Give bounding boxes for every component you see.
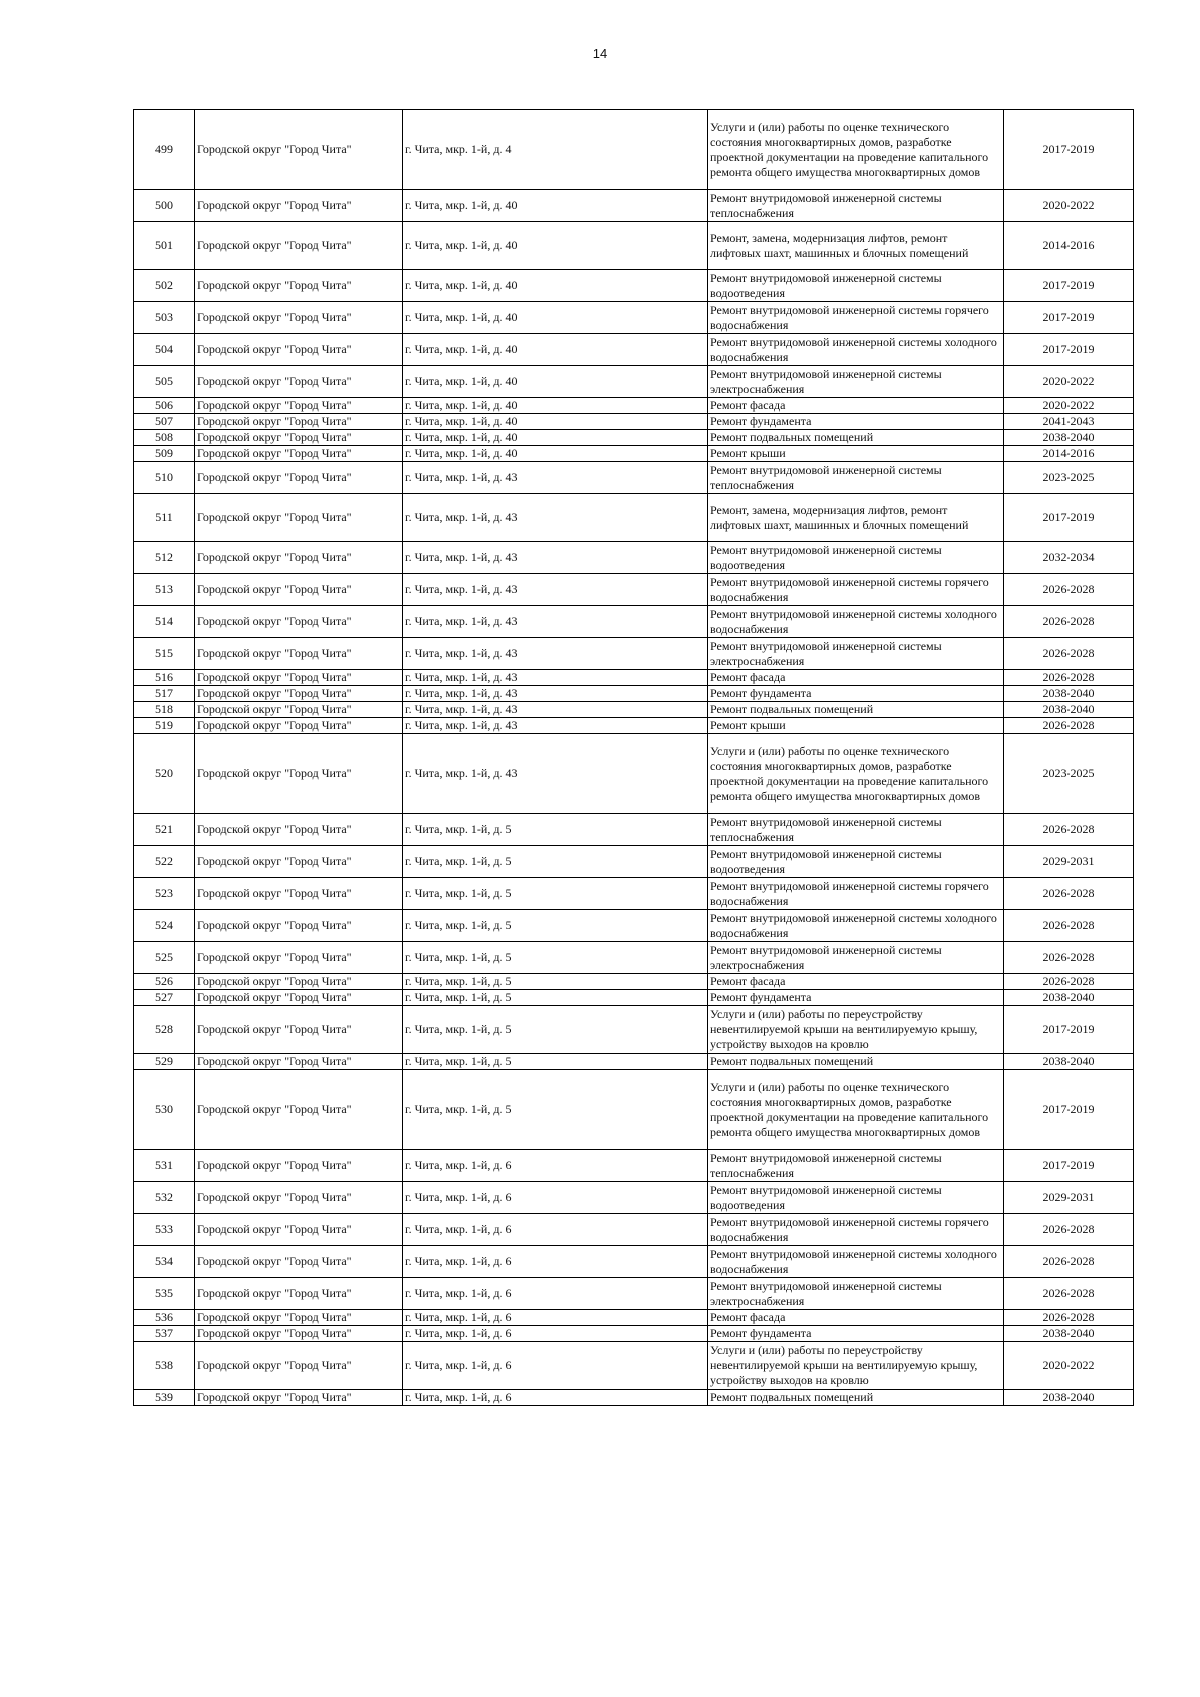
period-cell: 2026-2028 (1004, 942, 1134, 974)
row-number-cell: 503 (134, 302, 195, 334)
municipality-cell: Городской округ "Город Чита" (195, 1150, 403, 1182)
work-type-cell: Ремонт, замена, модернизация лифтов, ремонт лифтовых шахт, машинных и блочных помещений (708, 494, 1004, 542)
period-cell: 2023-2025 (1004, 734, 1134, 814)
table-row (134, 702, 1134, 718)
municipality-cell: Городской округ "Город Чита" (195, 638, 403, 670)
period-cell: 2032-2034 (1004, 542, 1134, 574)
municipality-cell: Городской округ "Город Чита" (195, 1342, 403, 1390)
address-cell: г. Чита, мкр. 1-й, д. 5 (403, 878, 708, 910)
period-cell: 2026-2028 (1004, 670, 1134, 686)
row-number-cell: 522 (134, 846, 195, 878)
table-row (134, 1326, 1134, 1342)
period-cell: 2029-2031 (1004, 1182, 1134, 1214)
row-number-cell: 515 (134, 638, 195, 670)
row-number-cell: 535 (134, 1278, 195, 1310)
municipality-cell: Городской округ "Город Чита" (195, 430, 403, 446)
address-cell: г. Чита, мкр. 1-й, д. 40 (403, 414, 708, 430)
municipality-cell: Городской округ "Город Чита" (195, 494, 403, 542)
row-number-cell: 517 (134, 686, 195, 702)
municipality-cell: Городской округ "Город Чита" (195, 846, 403, 878)
municipality-cell: Городской округ "Город Чита" (195, 334, 403, 366)
row-number-cell: 519 (134, 718, 195, 734)
address-cell: г. Чита, мкр. 1-й, д. 5 (403, 1006, 708, 1054)
address-cell: г. Чита, мкр. 1-й, д. 6 (403, 1182, 708, 1214)
work-type-cell: Ремонт крыши (708, 718, 1004, 734)
municipality-cell: Городской округ "Город Чита" (195, 1070, 403, 1150)
address-cell: г. Чита, мкр. 1-й, д. 5 (403, 974, 708, 990)
municipality-cell: Городской округ "Город Чита" (195, 1246, 403, 1278)
table-body (134, 110, 1134, 1406)
table-row (134, 686, 1134, 702)
municipality-cell: Городской округ "Город Чита" (195, 990, 403, 1006)
work-type-cell: Ремонт внутридомовой инженерной системы теплоснабжения (708, 462, 1004, 494)
address-cell: г. Чита, мкр. 1-й, д. 43 (403, 702, 708, 718)
row-number-cell: 529 (134, 1054, 195, 1070)
period-cell: 2017-2019 (1004, 110, 1134, 190)
table-row (134, 334, 1134, 366)
period-cell: 2026-2028 (1004, 814, 1134, 846)
row-number-cell: 526 (134, 974, 195, 990)
table-row (134, 718, 1134, 734)
address-cell: г. Чита, мкр. 1-й, д. 5 (403, 1054, 708, 1070)
table-row (134, 446, 1134, 462)
work-type-cell: Ремонт внутридомовой инженерной системы горячего водоснабжения (708, 878, 1004, 910)
work-type-cell: Ремонт подвальных помещений (708, 430, 1004, 446)
period-cell: 2029-2031 (1004, 846, 1134, 878)
table-row (134, 734, 1134, 814)
work-type-cell: Ремонт фасада (708, 974, 1004, 990)
work-type-cell: Услуги и (или) работы по переустройству невентилируемой крыши на вентилируемую крышу, устройству выходов на кровлю (708, 1342, 1004, 1390)
table-row (134, 1182, 1134, 1214)
work-type-cell: Ремонт внутридомовой инженерной системы электроснабжения (708, 942, 1004, 974)
table-row (134, 974, 1134, 990)
address-cell: г. Чита, мкр. 1-й, д. 6 (403, 1150, 708, 1182)
municipality-cell: Городской округ "Город Чита" (195, 670, 403, 686)
row-number-cell: 499 (134, 110, 195, 190)
municipality-cell: Городской округ "Город Чита" (195, 462, 403, 494)
table-row (134, 302, 1134, 334)
address-cell: г. Чита, мкр. 1-й, д. 6 (403, 1310, 708, 1326)
work-type-cell: Ремонт внутридомовой инженерной системы теплоснабжения (708, 1150, 1004, 1182)
address-cell: г. Чита, мкр. 1-й, д. 5 (403, 910, 708, 942)
work-type-cell: Ремонт внутридомовой инженерной системы водоотведения (708, 1182, 1004, 1214)
table-row (134, 462, 1134, 494)
period-cell: 2017-2019 (1004, 302, 1134, 334)
address-cell: г. Чита, мкр. 1-й, д. 40 (403, 270, 708, 302)
work-type-cell: Ремонт подвальных помещений (708, 1390, 1004, 1406)
period-cell: 2014-2016 (1004, 222, 1134, 270)
address-cell: г. Чита, мкр. 1-й, д. 5 (403, 846, 708, 878)
address-cell: г. Чита, мкр. 1-й, д. 43 (403, 734, 708, 814)
period-cell: 2038-2040 (1004, 430, 1134, 446)
address-cell: г. Чита, мкр. 1-й, д. 43 (403, 718, 708, 734)
period-cell: 2017-2019 (1004, 1070, 1134, 1150)
row-number-cell: 505 (134, 366, 195, 398)
work-type-cell: Ремонт внутридомовой инженерной системы горячего водоснабжения (708, 1214, 1004, 1246)
period-cell: 2017-2019 (1004, 334, 1134, 366)
row-number-cell: 510 (134, 462, 195, 494)
row-number-cell: 537 (134, 1326, 195, 1342)
municipality-cell: Городской округ "Город Чита" (195, 878, 403, 910)
address-cell: г. Чита, мкр. 1-й, д. 40 (403, 222, 708, 270)
page-number: 14 (592, 46, 608, 61)
municipality-cell: Городской округ "Город Чита" (195, 398, 403, 414)
row-number-cell: 513 (134, 574, 195, 606)
table-row (134, 638, 1134, 670)
address-cell: г. Чита, мкр. 1-й, д. 40 (403, 190, 708, 222)
work-type-cell: Ремонт, замена, модернизация лифтов, ремонт лифтовых шахт, машинных и блочных помещений (708, 222, 1004, 270)
municipality-cell: Городской округ "Город Чита" (195, 1326, 403, 1342)
table-row (134, 878, 1134, 910)
row-number-cell: 512 (134, 542, 195, 574)
period-cell: 2026-2028 (1004, 606, 1134, 638)
row-number-cell: 500 (134, 190, 195, 222)
address-cell: г. Чита, мкр. 1-й, д. 43 (403, 574, 708, 606)
table-row (134, 1342, 1134, 1390)
row-number-cell: 507 (134, 414, 195, 430)
municipality-cell: Городской округ "Город Чита" (195, 910, 403, 942)
address-cell: г. Чита, мкр. 1-й, д. 40 (403, 446, 708, 462)
municipality-cell: Городской округ "Город Чита" (195, 574, 403, 606)
work-type-cell: Ремонт фундамента (708, 414, 1004, 430)
municipality-cell: Городской округ "Город Чита" (195, 446, 403, 462)
municipality-cell: Городской округ "Город Чита" (195, 270, 403, 302)
municipality-cell: Городской округ "Город Чита" (195, 1278, 403, 1310)
period-cell: 2020-2022 (1004, 190, 1134, 222)
work-type-cell: Ремонт фундамента (708, 686, 1004, 702)
table-row (134, 366, 1134, 398)
row-number-cell: 509 (134, 446, 195, 462)
municipality-cell: Городской округ "Город Чита" (195, 190, 403, 222)
address-cell: г. Чита, мкр. 1-й, д. 6 (403, 1390, 708, 1406)
address-cell: г. Чита, мкр. 1-й, д. 5 (403, 942, 708, 974)
municipality-cell: Городской округ "Город Чита" (195, 1054, 403, 1070)
row-number-cell: 514 (134, 606, 195, 638)
table-row (134, 1278, 1134, 1310)
row-number-cell: 534 (134, 1246, 195, 1278)
row-number-cell: 516 (134, 670, 195, 686)
period-cell: 2038-2040 (1004, 702, 1134, 718)
period-cell: 2014-2016 (1004, 446, 1134, 462)
work-type-cell: Ремонт внутридомовой инженерной системы теплоснабжения (708, 190, 1004, 222)
work-type-cell: Ремонт внутридомовой инженерной системы холодного водоснабжения (708, 910, 1004, 942)
municipality-cell: Городской округ "Город Чита" (195, 718, 403, 734)
municipality-cell: Городской округ "Город Чита" (195, 222, 403, 270)
row-number-cell: 532 (134, 1182, 195, 1214)
period-cell: 2026-2028 (1004, 974, 1134, 990)
table-row (134, 542, 1134, 574)
address-cell: г. Чита, мкр. 1-й, д. 6 (403, 1342, 708, 1390)
work-type-cell: Ремонт внутридомовой инженерной системы водоотведения (708, 270, 1004, 302)
table-row (134, 1310, 1134, 1326)
row-number-cell: 530 (134, 1070, 195, 1150)
work-type-cell: Ремонт внутридомовой инженерной системы холодного водоснабжения (708, 334, 1004, 366)
row-number-cell: 536 (134, 1310, 195, 1326)
municipality-cell: Городской округ "Город Чита" (195, 1182, 403, 1214)
row-number-cell: 528 (134, 1006, 195, 1054)
table-row (134, 1214, 1134, 1246)
address-cell: г. Чита, мкр. 1-й, д. 43 (403, 542, 708, 574)
repair-schedule-table (133, 109, 1134, 1406)
period-cell: 2038-2040 (1004, 686, 1134, 702)
table-row (134, 910, 1134, 942)
table-row (134, 814, 1134, 846)
row-number-cell: 506 (134, 398, 195, 414)
work-type-cell: Ремонт внутридомовой инженерной системы водоотведения (708, 542, 1004, 574)
period-cell: 2026-2028 (1004, 638, 1134, 670)
address-cell: г. Чита, мкр. 1-й, д. 43 (403, 494, 708, 542)
period-cell: 2026-2028 (1004, 910, 1134, 942)
work-type-cell: Услуги и (или) работы по оценке технического состояния многоквартирных домов, разработке проектной документации на проведение капитального ремонта общего имущества многоквартирных домов (708, 734, 1004, 814)
period-cell: 2026-2028 (1004, 878, 1134, 910)
municipality-cell: Городской округ "Город Чита" (195, 1310, 403, 1326)
period-cell: 2038-2040 (1004, 1390, 1134, 1406)
work-type-cell: Ремонт крыши (708, 446, 1004, 462)
address-cell: г. Чита, мкр. 1-й, д. 5 (403, 990, 708, 1006)
table-row (134, 222, 1134, 270)
period-cell: 2038-2040 (1004, 1326, 1134, 1342)
period-cell: 2038-2040 (1004, 990, 1134, 1006)
municipality-cell: Городской округ "Город Чита" (195, 414, 403, 430)
row-number-cell: 518 (134, 702, 195, 718)
table-row (134, 942, 1134, 974)
table-row (134, 494, 1134, 542)
address-cell: г. Чита, мкр. 1-й, д. 40 (403, 334, 708, 366)
table-row (134, 1006, 1134, 1054)
address-cell: г. Чита, мкр. 1-й, д. 6 (403, 1326, 708, 1342)
municipality-cell: Городской округ "Город Чита" (195, 734, 403, 814)
table-row (134, 1054, 1134, 1070)
work-type-cell: Ремонт подвальных помещений (708, 1054, 1004, 1070)
address-cell: г. Чита, мкр. 1-й, д. 6 (403, 1246, 708, 1278)
table-row (134, 990, 1134, 1006)
municipality-cell: Городской округ "Город Чита" (195, 1214, 403, 1246)
row-number-cell: 531 (134, 1150, 195, 1182)
municipality-cell: Городской округ "Город Чита" (195, 366, 403, 398)
table-row (134, 398, 1134, 414)
municipality-cell: Городской округ "Город Чита" (195, 1390, 403, 1406)
period-cell: 2026-2028 (1004, 1246, 1134, 1278)
address-cell: г. Чита, мкр. 1-й, д. 43 (403, 638, 708, 670)
work-type-cell: Ремонт внутридомовой инженерной системы электроснабжения (708, 638, 1004, 670)
address-cell: г. Чита, мкр. 1-й, д. 6 (403, 1278, 708, 1310)
period-cell: 2026-2028 (1004, 718, 1134, 734)
work-type-cell: Ремонт внутридомовой инженерной системы холодного водоснабжения (708, 606, 1004, 638)
table-row (134, 1150, 1134, 1182)
row-number-cell: 538 (134, 1342, 195, 1390)
work-type-cell: Ремонт внутридомовой инженерной системы теплоснабжения (708, 814, 1004, 846)
municipality-cell: Городской округ "Город Чита" (195, 542, 403, 574)
address-cell: г. Чита, мкр. 1-й, д. 5 (403, 1070, 708, 1150)
table-row (134, 670, 1134, 686)
period-cell: 2017-2019 (1004, 1150, 1134, 1182)
address-cell: г. Чита, мкр. 1-й, д. 43 (403, 462, 708, 494)
work-type-cell: Ремонт фасада (708, 1310, 1004, 1326)
row-number-cell: 525 (134, 942, 195, 974)
address-cell: г. Чита, мкр. 1-й, д. 5 (403, 814, 708, 846)
period-cell: 2020-2022 (1004, 366, 1134, 398)
work-type-cell: Ремонт внутридомовой инженерной системы горячего водоснабжения (708, 302, 1004, 334)
period-cell: 2023-2025 (1004, 462, 1134, 494)
address-cell: г. Чита, мкр. 1-й, д. 40 (403, 366, 708, 398)
municipality-cell: Городской округ "Город Чита" (195, 686, 403, 702)
period-cell: 2017-2019 (1004, 494, 1134, 542)
work-type-cell: Ремонт фасада (708, 398, 1004, 414)
table-row (134, 606, 1134, 638)
period-cell: 2020-2022 (1004, 1342, 1134, 1390)
row-number-cell: 539 (134, 1390, 195, 1406)
municipality-cell: Городской округ "Город Чита" (195, 942, 403, 974)
municipality-cell: Городской округ "Город Чита" (195, 814, 403, 846)
municipality-cell: Городской округ "Город Чита" (195, 1006, 403, 1054)
period-cell: 2017-2019 (1004, 1006, 1134, 1054)
address-cell: г. Чита, мкр. 1-й, д. 6 (403, 1214, 708, 1246)
table-row (134, 574, 1134, 606)
row-number-cell: 501 (134, 222, 195, 270)
work-type-cell: Ремонт подвальных помещений (708, 702, 1004, 718)
table-row (134, 270, 1134, 302)
work-type-cell: Ремонт внутридомовой инженерной системы электроснабжения (708, 1278, 1004, 1310)
period-cell: 2026-2028 (1004, 1214, 1134, 1246)
municipality-cell: Городской округ "Город Чита" (195, 302, 403, 334)
address-cell: г. Чита, мкр. 1-й, д. 43 (403, 686, 708, 702)
address-cell: г. Чита, мкр. 1-й, д. 43 (403, 606, 708, 638)
work-type-cell: Ремонт внутридомовой инженерной системы холодного водоснабжения (708, 1246, 1004, 1278)
table-row (134, 190, 1134, 222)
work-type-cell: Ремонт фасада (708, 670, 1004, 686)
table-row (134, 1390, 1134, 1406)
period-cell: 2017-2019 (1004, 270, 1134, 302)
table-row (134, 1070, 1134, 1150)
table-row (134, 110, 1134, 190)
row-number-cell: 524 (134, 910, 195, 942)
period-cell: 2026-2028 (1004, 1278, 1134, 1310)
address-cell: г. Чита, мкр. 1-й, д. 40 (403, 430, 708, 446)
address-cell: г. Чита, мкр. 1-й, д. 40 (403, 302, 708, 334)
work-type-cell: Услуги и (или) работы по оценке технического состояния многоквартирных домов, разработке проектной документации на проведение капитального ремонта общего имущества многоквартирных домов (708, 110, 1004, 190)
address-cell: г. Чита, мкр. 1-й, д. 43 (403, 670, 708, 686)
period-cell: 2026-2028 (1004, 574, 1134, 606)
period-cell: 2041-2043 (1004, 414, 1134, 430)
work-type-cell: Услуги и (или) работы по оценке технического состояния многоквартирных домов, разработке проектной документации на проведение капитального ремонта общего имущества многоквартирных домов (708, 1070, 1004, 1150)
municipality-cell: Городской округ "Город Чита" (195, 110, 403, 190)
row-number-cell: 521 (134, 814, 195, 846)
municipality-cell: Городской округ "Город Чита" (195, 702, 403, 718)
row-number-cell: 508 (134, 430, 195, 446)
period-cell: 2026-2028 (1004, 1310, 1134, 1326)
work-type-cell: Ремонт внутридомовой инженерной системы электроснабжения (708, 366, 1004, 398)
row-number-cell: 504 (134, 334, 195, 366)
row-number-cell: 533 (134, 1214, 195, 1246)
municipality-cell: Городской округ "Город Чита" (195, 974, 403, 990)
table-row (134, 414, 1134, 430)
table-row (134, 846, 1134, 878)
period-cell: 2020-2022 (1004, 398, 1134, 414)
row-number-cell: 527 (134, 990, 195, 1006)
municipality-cell: Городской округ "Город Чита" (195, 606, 403, 638)
row-number-cell: 523 (134, 878, 195, 910)
work-type-cell: Ремонт фундамента (708, 990, 1004, 1006)
row-number-cell: 520 (134, 734, 195, 814)
work-type-cell: Ремонт внутридомовой инженерной системы горячего водоснабжения (708, 574, 1004, 606)
row-number-cell: 502 (134, 270, 195, 302)
table-row (134, 1246, 1134, 1278)
work-type-cell: Ремонт внутридомовой инженерной системы водоотведения (708, 846, 1004, 878)
work-type-cell: Ремонт фундамента (708, 1326, 1004, 1342)
work-type-cell: Услуги и (или) работы по переустройству невентилируемой крыши на вентилируемую крышу, устройству выходов на кровлю (708, 1006, 1004, 1054)
address-cell: г. Чита, мкр. 1-й, д. 4 (403, 110, 708, 190)
table-row (134, 430, 1134, 446)
period-cell: 2038-2040 (1004, 1054, 1134, 1070)
row-number-cell: 511 (134, 494, 195, 542)
address-cell: г. Чита, мкр. 1-й, д. 40 (403, 398, 708, 414)
